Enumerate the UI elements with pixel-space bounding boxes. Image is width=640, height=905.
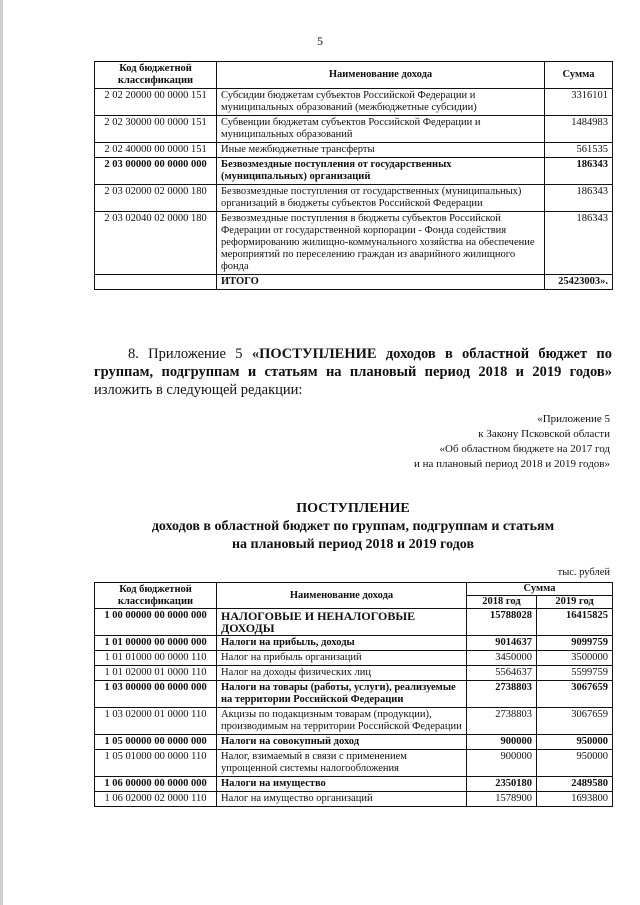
table-row	[95, 666, 613, 681]
sum-cell: 186343	[545, 158, 613, 185]
title-line-1: ПОСТУПЛЕНИЕ	[296, 501, 410, 516]
value-2019-cell: 9099759	[537, 636, 613, 651]
table-row	[95, 735, 613, 750]
value-2018-cell: 9014637	[467, 636, 537, 651]
header-name: Наименование дохода	[217, 62, 545, 89]
header-2019: 2019 год	[537, 596, 613, 609]
header-code: Код бюджетной классификации	[95, 62, 217, 89]
code-cell: 1 03 00000 00 0000 000	[95, 681, 217, 708]
value-2019-cell: 950000	[537, 750, 613, 777]
code-cell: 1 06 00000 00 0000 000	[95, 777, 217, 792]
value-2018-cell: 3450000	[467, 651, 537, 666]
code-cell: 1 05 00000 00 0000 000	[95, 735, 217, 750]
code-cell: 2 03 00000 00 0000 000	[95, 158, 217, 185]
code-cell: 2 02 30000 00 0000 151	[95, 116, 217, 143]
total-label: ИТОГО	[217, 275, 545, 290]
paragraph-title: «ПОСТУПЛЕНИЕ доходов в областной бюджет по группам, подгруппам и статьям на плановый период 2018 и 2019 годов»	[94, 346, 612, 380]
code-cell: 1 01 02000 01 0000 110	[95, 666, 217, 681]
code-cell: 1 05 01000 00 0000 110	[95, 750, 217, 777]
sum-cell: 3316101	[545, 89, 613, 116]
paragraph-prefix: 8. Приложение 5	[128, 346, 252, 362]
sum-cell: 186343	[545, 185, 613, 212]
name-cell: Налог на доходы физических лиц	[217, 666, 467, 681]
name-cell: Безвозмездные поступления от государственных (муниципальных) организаций в бюджеты субъектов Российской Федерации	[217, 185, 545, 212]
page-number: 5	[317, 34, 323, 48]
title-line-3: на плановый период 2018 и 2019 годов	[231, 537, 475, 552]
table-row	[95, 212, 613, 275]
income-table-part2	[94, 582, 613, 807]
value-2018-cell: 2350180	[467, 777, 537, 792]
value-2018-cell: 2738803	[467, 681, 537, 708]
name-cell: Налог на имущество организаций	[217, 792, 467, 807]
table-row	[95, 792, 613, 807]
title-line-2: доходов в областной бюджет по группам, подгруппам и статьям	[151, 519, 555, 534]
value-2019-cell: 3067659	[537, 681, 613, 708]
table-row	[95, 708, 613, 735]
document-title	[94, 500, 612, 554]
code-cell: 2 02 20000 00 0000 151	[95, 89, 217, 116]
value-2019-cell: 3067659	[537, 708, 613, 735]
code-cell: 2 03 02000 02 0000 180	[95, 185, 217, 212]
paragraph-suffix: изложить в следующей редакции:	[94, 382, 303, 398]
name-cell: НАЛОГОВЫЕ И НЕНАЛОГОВЫЕ ДОХОДЫ	[217, 609, 467, 636]
value-2019-cell: 16415825	[537, 609, 613, 636]
value-2018-cell: 5564637	[467, 666, 537, 681]
header-sum: Сумма	[467, 583, 613, 596]
name-cell: Налоги на совокупный доход	[217, 735, 467, 750]
name-cell: Налоги на товары (работы, услуги), реализуемые на территории Российской Федерации	[217, 681, 467, 708]
header-code: Код бюджетной классификации	[95, 583, 217, 609]
table-row	[95, 143, 613, 158]
value-2019-cell: 5599759	[537, 666, 613, 681]
sum-cell: 561535	[545, 143, 613, 158]
appendix-line-4: и на плановый период 2018 и 2019 годов»	[413, 458, 610, 470]
appendix-line-1: «Приложение 5	[537, 413, 610, 425]
table-row	[95, 777, 613, 792]
name-cell: Акцизы по подакцизным товарам (продукции), производимым на территории Российской Федерации	[217, 708, 467, 735]
code-cell: 1 00 00000 00 0000 000	[95, 609, 217, 636]
table-row	[95, 651, 613, 666]
total-sum: 25423003».	[545, 275, 613, 290]
value-2018-cell: 900000	[467, 735, 537, 750]
scan-edge	[0, 0, 3, 905]
value-2019-cell: 2489580	[537, 777, 613, 792]
table-row	[95, 158, 613, 185]
appendix-line-3: «Об областном бюджете на 2017 год	[439, 443, 610, 455]
name-cell: Налоги на прибыль, доходы	[217, 636, 467, 651]
code-cell: 1 01 01000 00 0000 110	[95, 651, 217, 666]
value-2019-cell: 950000	[537, 735, 613, 750]
code-cell: 1 03 02000 01 0000 110	[95, 708, 217, 735]
code-cell: 1 01 00000 00 0000 000	[95, 636, 217, 651]
table-row	[95, 609, 613, 636]
header-sum: Сумма	[545, 62, 613, 89]
value-2018-cell: 1578900	[467, 792, 537, 807]
units-label: тыс. рублей	[557, 567, 610, 578]
name-cell: Субсидии бюджетам субъектов Российской Федерации и муниципальных образований (межбюджетные субсидии)	[217, 89, 545, 116]
total-empty-cell	[95, 275, 217, 290]
name-cell: Безвозмездные поступления от государственных (муниципальных) организаций	[217, 158, 545, 185]
name-cell: Налог, взимаемый в связи с применением упрощенной системы налогообложения	[217, 750, 467, 777]
name-cell: Иные межбюджетные трансферты	[217, 143, 545, 158]
name-cell: Безвозмездные поступления в бюджеты субъектов Российской Федерации от государственной корпорации - Фонда содействия реформированию жилищно-коммунального хозяйства на обеспечение мероприятий по переселению граждан из аварийного жилищного фонда	[217, 212, 545, 275]
name-cell: Субвенции бюджетам субъектов Российской Федерации и муниципальных образований	[217, 116, 545, 143]
sum-cell: 186343	[545, 212, 613, 275]
header-name: Наименование дохода	[217, 583, 467, 609]
income-table-part1	[94, 61, 613, 290]
name-cell: Налог на прибыль организаций	[217, 651, 467, 666]
appendix-line-2: к Закону Псковской области	[478, 428, 610, 440]
code-cell: 2 03 02040 02 0000 180	[95, 212, 217, 275]
appendix-reference	[330, 412, 610, 472]
header-2018: 2018 год	[467, 596, 537, 609]
amendment-paragraph	[94, 345, 612, 399]
sum-cell: 1484983	[545, 116, 613, 143]
table-row	[95, 89, 613, 116]
table-row	[95, 750, 613, 777]
table-row	[95, 681, 613, 708]
value-2018-cell: 2738803	[467, 708, 537, 735]
total-row	[95, 275, 613, 290]
code-cell: 2 02 40000 00 0000 151	[95, 143, 217, 158]
value-2019-cell: 1693800	[537, 792, 613, 807]
code-cell: 1 06 02000 02 0000 110	[95, 792, 217, 807]
table-row	[95, 185, 613, 212]
name-cell: Налоги на имущество	[217, 777, 467, 792]
value-2019-cell: 3500000	[537, 651, 613, 666]
value-2018-cell: 15788028	[467, 609, 537, 636]
table-row	[95, 116, 613, 143]
value-2018-cell: 900000	[467, 750, 537, 777]
table-row	[95, 636, 613, 651]
